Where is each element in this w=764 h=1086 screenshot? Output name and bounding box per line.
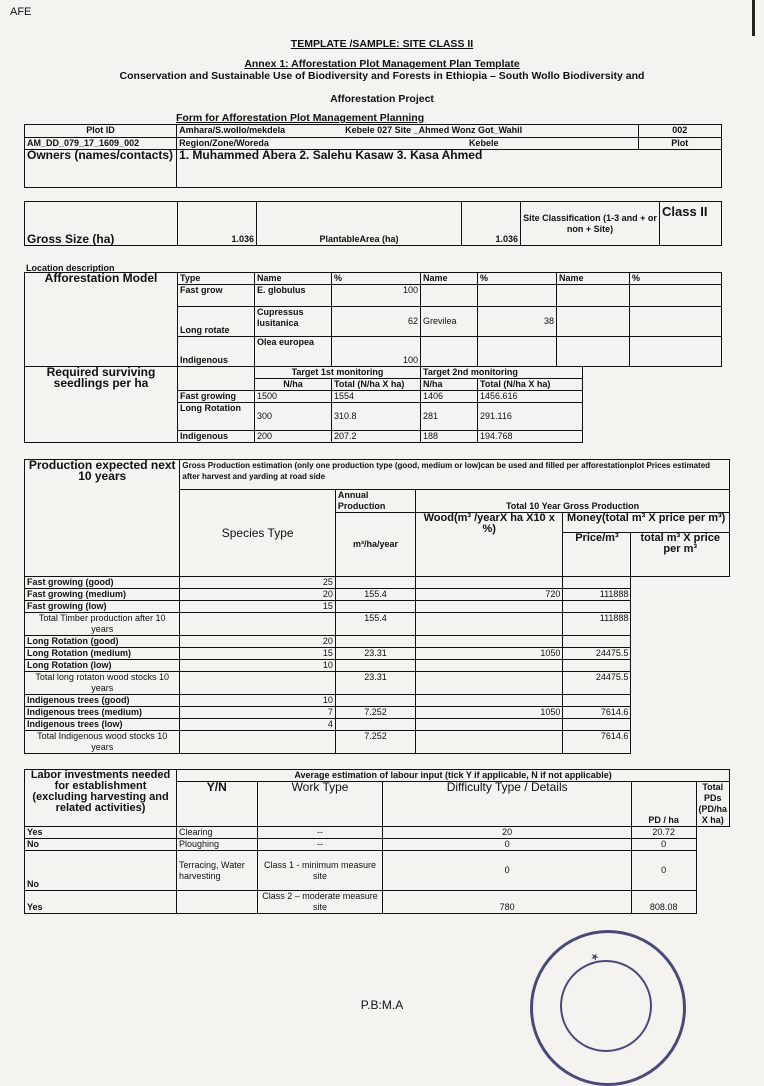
production-name: Fast growing (good)	[25, 577, 180, 589]
production-money	[563, 577, 631, 589]
production-name: Long Rotation (good)	[25, 636, 180, 648]
model-pct	[478, 285, 557, 307]
labor-yn: No	[25, 839, 177, 851]
production-ann: 10	[180, 660, 335, 672]
production-ann	[180, 672, 335, 695]
model-name	[557, 285, 630, 307]
model-type: Indigenous	[178, 337, 255, 367]
production-price: 720	[416, 589, 563, 601]
seed-n1: 200	[255, 431, 332, 443]
labor-tot: 20.72	[631, 827, 696, 839]
seed-t1: 310.8	[332, 403, 421, 431]
production-ann: 15	[180, 601, 335, 613]
seed-t2: 1456.616	[478, 391, 583, 403]
wood-label: Wood(m³ /yearX ha X10 x %)	[416, 513, 563, 577]
annex-title: Annex 1: Afforestation Plot Management Plan Template	[244, 58, 520, 70]
production-price	[416, 577, 563, 589]
production-money	[563, 660, 631, 672]
production-row	[25, 648, 730, 660]
production-row	[25, 601, 730, 613]
seed-nha-label: N/ha	[255, 379, 332, 391]
labor-work: Clearing	[177, 827, 258, 839]
target1-label: Target 1st monitoring	[255, 367, 421, 379]
production-wood	[335, 636, 415, 648]
production-price	[416, 601, 563, 613]
model-type: Long rotate	[178, 307, 255, 337]
model-pct	[630, 307, 722, 337]
seed-type: Indigenous	[178, 431, 255, 443]
production-name: Fast growing (medium)	[25, 589, 180, 601]
labor-tot: 0	[631, 839, 696, 851]
seed-t1: 207.2	[332, 431, 421, 443]
production-ann: 10	[180, 695, 335, 707]
production-row	[25, 589, 730, 601]
footer-initials: P.B:M.A	[360, 998, 404, 1012]
model-pct	[478, 337, 557, 367]
location-line: Amhara/S.wollo/mekdela Kebele 027 Site _Ahmed Wonz Got_Wahil	[177, 125, 638, 138]
stamp-star-icon: ★	[588, 950, 601, 965]
model-name	[557, 307, 630, 337]
production-ann: 15	[180, 648, 335, 660]
production-name: Total Timber production after 10 years	[25, 613, 180, 636]
seed-type: Long Rotation	[178, 403, 255, 431]
seed-n1: 1500	[255, 391, 332, 403]
owners-value: 1. Muhammed Abera 2. Salehu Kasaw 3. Kasa Ahmed	[177, 150, 722, 188]
official-stamp-inner	[560, 960, 652, 1052]
labor-diff: Class 1 - minimum measure site	[257, 851, 383, 891]
labor-yn: Yes	[25, 827, 177, 839]
labor-avg-label: Average estimation of labour input (tick Y if applicable, N if not applicable)	[177, 770, 730, 782]
seed-total-label: Total (N/ha X ha)	[478, 379, 583, 391]
totalprice-label: total m³ X price per m³	[631, 533, 730, 577]
gross-size-value: 1.036	[178, 202, 257, 246]
labor-work: Terracing, Water harvesting	[177, 851, 258, 891]
production-ann: 20	[180, 589, 335, 601]
model-header: Name	[557, 273, 630, 285]
plot-label: Plot	[638, 138, 721, 150]
location-desc-label: Location description	[26, 263, 115, 273]
region-label: Region/Zone/Woreda Kebele	[177, 138, 638, 150]
seedlings-table	[24, 366, 722, 443]
seed-t2: 194.768	[478, 431, 583, 443]
production-price: 1050	[416, 648, 563, 660]
production-money: 111888	[563, 589, 631, 601]
production-label: Production expected next 10 years	[25, 460, 180, 577]
model-name: Grevilea	[421, 307, 478, 337]
plot-id-label: Plot ID	[25, 125, 177, 138]
production-price	[416, 695, 563, 707]
labor-work: Ploughing	[177, 839, 258, 851]
edge-mark	[752, 0, 755, 36]
species-type-label: Species Type	[180, 490, 335, 577]
production-row	[25, 672, 730, 695]
production-ann: 25	[180, 577, 335, 589]
production-row	[25, 613, 730, 636]
price-label: Price/m³	[563, 533, 631, 577]
labor-yn: No	[25, 851, 177, 891]
seed-t1: 1554	[332, 391, 421, 403]
production-name: Fast growing (low)	[25, 601, 180, 613]
production-row	[25, 719, 730, 731]
project-title-line2: Afforestation Project	[330, 93, 434, 105]
production-wood	[335, 719, 415, 731]
afforestation-model-label: Afforestation Model	[25, 273, 178, 367]
labor-diff: Class 2 – moderate measure site	[257, 891, 383, 914]
labor-yn: Yes	[25, 891, 177, 914]
production-price	[416, 672, 563, 695]
production-wood: 155.4	[335, 613, 415, 636]
model-header: Name	[255, 273, 332, 285]
production-name: Indigenous trees (low)	[25, 719, 180, 731]
seed-n1: 300	[255, 403, 332, 431]
model-pct	[630, 285, 722, 307]
template-title: TEMPLATE /SAMPLE: SITE CLASS II	[290, 38, 474, 50]
production-money	[563, 695, 631, 707]
production-ann: 7	[180, 707, 335, 719]
production-money	[563, 719, 631, 731]
production-wood: 155.4	[335, 589, 415, 601]
production-wood: 7.252	[335, 707, 415, 719]
labor-tot: 0	[631, 851, 696, 891]
production-ann	[180, 731, 335, 754]
model-name	[421, 285, 478, 307]
labor-row	[25, 839, 730, 851]
yn-label: Y/N	[177, 782, 258, 827]
project-title-line1: Conservation and Sustainable Use of Biodiversity and Forests in Ethiopia – South Wollo Biodiversity and	[119, 70, 645, 82]
production-price	[416, 613, 563, 636]
seed-total-label: Total (N/ha X ha)	[332, 379, 421, 391]
model-name: Cupressus lusitanica	[255, 307, 332, 337]
plot-info-table	[24, 124, 722, 188]
model-pct: 100	[332, 337, 421, 367]
production-money	[563, 636, 631, 648]
model-name	[421, 337, 478, 367]
production-price	[416, 636, 563, 648]
production-price: 1050	[416, 707, 563, 719]
gross-size-table	[24, 201, 722, 246]
production-money: 24475.5	[563, 648, 631, 660]
model-pct: 38	[478, 307, 557, 337]
production-table	[24, 459, 730, 754]
production-price	[416, 660, 563, 672]
production-row	[25, 660, 730, 672]
production-name: Total long rotaton wood stocks 10 years	[25, 672, 180, 695]
production-wood: 7.252	[335, 731, 415, 754]
money-label: Money(total m³ X price per m³)	[563, 513, 730, 533]
model-pct: 100	[332, 285, 421, 307]
total10-label: Total 10 Year Gross Production	[416, 490, 730, 513]
model-pct	[630, 337, 722, 367]
production-wood	[335, 601, 415, 613]
labor-label: Labor investments needed for establishment (excluding harvesting and related activities)	[25, 770, 177, 827]
model-pct: 62	[332, 307, 421, 337]
seed-n2: 188	[421, 431, 478, 443]
plantable-value: 1.036	[462, 202, 521, 246]
work-type-label: Work Type	[257, 782, 383, 827]
labor-diff: --	[257, 839, 383, 851]
production-money	[563, 601, 631, 613]
owners-label: Owners (names/contacts)	[25, 150, 177, 188]
labor-table	[24, 769, 730, 914]
labor-pd: 20	[383, 827, 631, 839]
production-name: Long Rotation (low)	[25, 660, 180, 672]
production-row	[25, 636, 730, 648]
seed-n2: 281	[421, 403, 478, 431]
plantable-label: PlantableArea (ha)	[257, 202, 462, 246]
production-ann: 4	[180, 719, 335, 731]
labor-diff: --	[257, 827, 383, 839]
production-name: Total Indigenous wood stocks 10 years	[25, 731, 180, 754]
seed-type: Fast growing	[178, 391, 255, 403]
production-wood: 23.31	[335, 648, 415, 660]
model-header: Type	[178, 273, 255, 285]
target2-label: Target 2nd monitoring	[421, 367, 583, 379]
model-header: %	[630, 273, 722, 285]
model-name: Olea europea	[255, 337, 332, 367]
labor-pd: 0	[383, 839, 631, 851]
unit-label: m³/ha/year	[335, 513, 415, 577]
labor-row	[25, 851, 730, 891]
pd-label: PD / ha	[631, 782, 696, 827]
seedlings-label: Required surviving seedlings per ha	[25, 367, 178, 443]
labor-row	[25, 827, 730, 839]
production-name: Indigenous trees (good)	[25, 695, 180, 707]
difficulty-label: Difficulty Type / Details	[383, 782, 631, 827]
labor-pd: 780	[383, 891, 631, 914]
site-class-label: Site Classification (1-3 and + or non + Site)	[521, 202, 660, 246]
plot-number: 002	[638, 125, 721, 138]
production-ann	[180, 613, 335, 636]
model-header: %	[332, 273, 421, 285]
production-name: Indigenous trees (medium)	[25, 707, 180, 719]
production-money: 24475.5	[563, 672, 631, 695]
labor-row	[25, 891, 730, 914]
production-row	[25, 695, 730, 707]
total-pd-label: Total PDs (PD/ha X ha)	[696, 782, 730, 827]
production-note: Gross Production estimation (only one production type (good, medium or low)can be used and filled per afforestationplot Prices estimated after harvest and yarding at road side	[180, 460, 730, 490]
annual-production-label: Annual Production	[335, 490, 415, 513]
labor-tot: 808.08	[631, 891, 696, 914]
production-name: Long Rotation (medium)	[25, 648, 180, 660]
production-row	[25, 707, 730, 719]
labor-work	[177, 891, 258, 914]
model-name	[557, 337, 630, 367]
production-money: 7614.6	[563, 707, 631, 719]
plot-id-value: AM_DD_079_17_1609_002	[25, 138, 177, 150]
production-money: 7614.6	[563, 731, 631, 754]
production-row	[25, 731, 730, 754]
production-ann: 20	[180, 636, 335, 648]
production-price	[416, 731, 563, 754]
seed-n2: 1406	[421, 391, 478, 403]
form-title: Form for Afforestation Plot Management Planning	[176, 112, 425, 124]
production-wood	[335, 577, 415, 589]
gross-size-label: Gross Size (ha)	[25, 202, 178, 246]
production-wood	[335, 660, 415, 672]
production-money: 111888	[563, 613, 631, 636]
production-wood	[335, 695, 415, 707]
production-wood: 23.31	[335, 672, 415, 695]
site-class-value: Class II	[660, 202, 722, 246]
production-row	[25, 577, 730, 589]
seed-nha-label: N/ha	[421, 379, 478, 391]
afforestation-model-table	[24, 272, 722, 367]
seed-t2: 291.116	[478, 403, 583, 431]
model-type: Fast grow	[178, 285, 255, 307]
labor-pd: 0	[383, 851, 631, 891]
production-price	[416, 719, 563, 731]
model-name: E. globulus	[255, 285, 332, 307]
model-header: Name	[421, 273, 478, 285]
model-header: %	[478, 273, 557, 285]
corner-label: AFE	[10, 6, 32, 18]
